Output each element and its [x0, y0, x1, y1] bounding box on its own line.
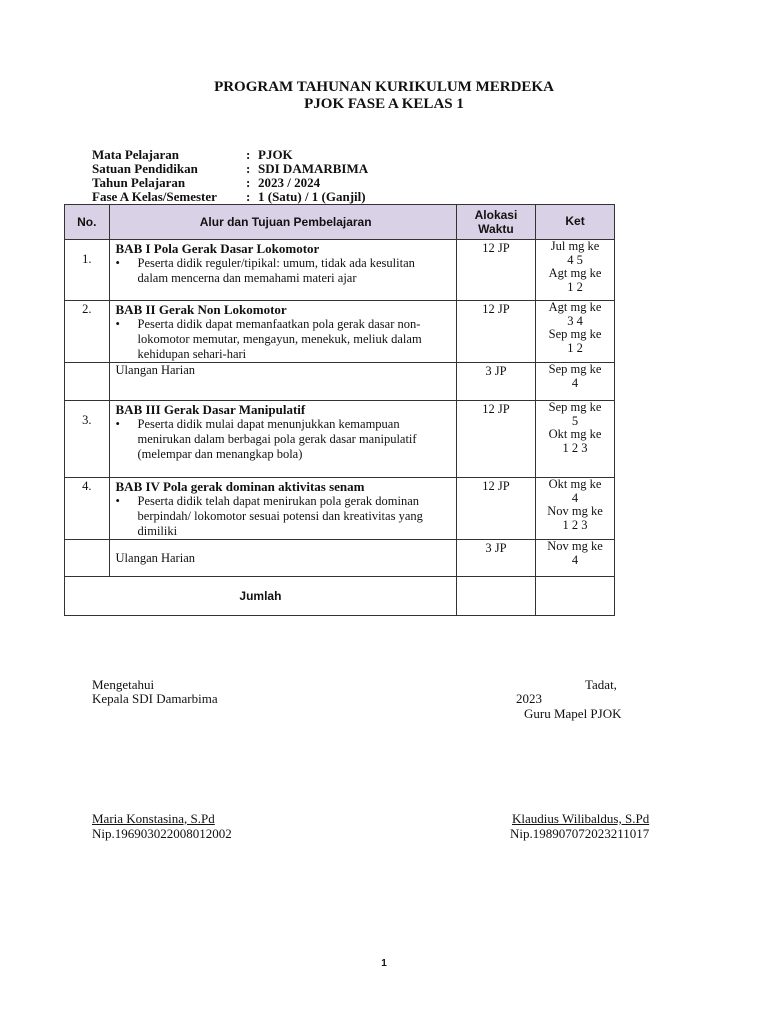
total-ket-cell — [536, 577, 615, 616]
meta-row-subject — [92, 148, 368, 162]
content-cell — [109, 363, 456, 401]
table-row — [65, 478, 615, 540]
page-number: 1 — [381, 958, 387, 969]
bullet-icon: • — [115, 417, 120, 431]
header-alur: Alur dan Tujuan Pembelajaran — [109, 205, 456, 240]
teacher-nip: Nip.198907072023211017 — [510, 826, 650, 841]
row-number: 4. — [82, 479, 92, 493]
meta-value: PJOK — [258, 147, 293, 162]
meta-value: SDI DAMARBIMA — [258, 161, 369, 176]
ket-line: 5 — [571, 413, 579, 428]
time-cell — [456, 401, 535, 478]
ket-line: Sep mg ke — [548, 362, 602, 376]
bullet-item — [116, 256, 456, 286]
ket-line: 1 2 3 — [562, 517, 588, 532]
ket-line: 4 — [571, 490, 579, 505]
time-value: 12 JP — [482, 479, 510, 493]
time-value: 3 JP — [485, 364, 507, 378]
meta-separator: : — [246, 161, 251, 176]
ket-cell — [536, 301, 615, 363]
time-cell — [456, 301, 535, 363]
meta-value: 1 (Satu) / 1 (Ganjil) — [258, 189, 366, 204]
meta-row-school — [92, 162, 368, 176]
row-number: 1. — [82, 252, 92, 266]
ket-line: Nov mg ke — [547, 504, 603, 518]
time-cell — [456, 540, 535, 577]
document-meta — [92, 148, 368, 204]
chapter-title: BAB IV Pola gerak dominan aktivitas senam — [115, 479, 365, 494]
bullet-item — [116, 417, 456, 462]
meta-separator: : — [246, 175, 251, 190]
ket-line: 4 5 — [567, 252, 583, 267]
ket-cell — [536, 363, 615, 401]
meta-key: Satuan Pendidikan — [92, 161, 198, 176]
ket-line: Sep mg ke — [548, 400, 602, 414]
bullet-text: Peserta didik mulai dapat menunjukkan kemampuan menirukan dalam berbagai pola gerak dasar manipulatif (melempar dan menangkap bola) — [137, 417, 417, 461]
header-ket: Ket — [536, 205, 615, 240]
bullet-icon: • — [115, 317, 120, 331]
chapter-title: BAB I Pola Gerak Dasar Lokomotor — [115, 241, 320, 256]
ket-line: Agt mg ke — [548, 300, 602, 314]
row-number-cell — [65, 240, 110, 301]
header-alokasi: Alokasi Waktu — [456, 205, 535, 240]
total-time-cell — [456, 577, 535, 616]
ket-line: 4 — [571, 552, 579, 567]
row-number: 3. — [82, 413, 92, 427]
ulangan-label: Ulangan Harian — [115, 550, 195, 565]
row-number-cell — [65, 401, 110, 478]
ket-line: 1 2 3 — [562, 440, 588, 455]
approval-label: Mengetahui — [92, 677, 155, 692]
content-cell — [109, 301, 456, 363]
bullet-icon: • — [115, 256, 120, 270]
meta-key: Tahun Pelajaran — [92, 175, 186, 190]
teacher-name: Klaudius Wilibaldus, S.Pd — [512, 811, 650, 826]
table-row — [65, 363, 615, 401]
principal-nip: Nip.196903022008012002 — [92, 826, 232, 841]
ket-cell — [536, 478, 615, 540]
ket-line: 3 4 — [567, 313, 583, 328]
content-cell — [109, 540, 456, 577]
content-cell — [109, 401, 456, 478]
jumlah-label: Jumlah — [65, 577, 457, 616]
meta-row-class — [92, 190, 368, 204]
time-value: 3 JP — [485, 541, 507, 555]
principal-name: Maria Konstasina, S.Pd — [92, 811, 215, 826]
ket-line: 1 2 — [567, 279, 583, 294]
time-cell — [456, 478, 535, 540]
content-cell — [109, 240, 456, 301]
teacher-role: Guru Mapel PJOK — [524, 706, 622, 721]
table-row — [65, 401, 615, 478]
ket-line: 1 2 — [567, 340, 583, 355]
bullet-item — [116, 494, 456, 539]
principal-role: Kepala SDI Damarbima — [92, 691, 218, 706]
document-title-line1: PROGRAM TAHUNAN KURIKULUM MERDEKA — [214, 79, 554, 95]
time-cell — [456, 240, 535, 301]
meta-key: Fase A Kelas/Semester — [92, 189, 217, 204]
bullet-text: Peserta didik dapat memanfaatkan pola gerak dasar non-lokomotor memutar, mengayun, menekuk, meliuk dalam kehidupan sehari-hari — [137, 317, 422, 361]
ket-cell — [536, 240, 615, 301]
bullet-item — [116, 317, 456, 362]
place-label: Tadat, — [585, 677, 617, 692]
ket-line: Agt mg ke — [548, 266, 602, 280]
row-number-cell — [65, 478, 110, 540]
ket-line: Jul mg ke — [550, 239, 600, 253]
bullet-text: Peserta didik telah dapat menirukan pola gerak dominan berpindah/ lokomotor sesuai potensi dan kreativitas yang dimiliki — [137, 494, 423, 538]
ulangan-label: Ulangan Harian — [115, 363, 195, 377]
time-value: 12 JP — [482, 302, 510, 316]
document-title-line2: PJOK FASE A KELAS 1 — [304, 96, 464, 112]
content-cell — [109, 478, 456, 540]
ket-line: 4 — [571, 375, 579, 390]
ket-line: Nov mg ke — [547, 539, 603, 553]
chapter-title: BAB II Gerak Non Lokomotor — [115, 302, 287, 317]
table-row — [65, 301, 615, 363]
meta-separator: : — [246, 147, 251, 162]
row-number-cell — [65, 301, 110, 363]
table-row — [65, 540, 615, 577]
ket-line: Okt mg ke — [548, 477, 602, 491]
ket-cell — [536, 540, 615, 577]
meta-value: 2023 / 2024 — [258, 175, 321, 190]
ket-line: Okt mg ke — [548, 427, 602, 441]
time-cell — [456, 363, 535, 401]
meta-separator: : — [246, 189, 251, 204]
table-total-row — [65, 577, 615, 616]
row-number-cell — [65, 540, 110, 577]
ket-cell — [536, 401, 615, 478]
header-no: No. — [65, 205, 110, 240]
chapter-title: BAB III Gerak Dasar Manipulatif — [115, 402, 306, 417]
bullet-icon: • — [115, 494, 120, 508]
row-number-cell — [65, 363, 110, 401]
program-table — [64, 204, 615, 616]
bullet-text: Peserta didik reguler/tipikal: umum, tidak ada kesulitan dalam mencerna dan memahami materi ajar — [137, 256, 415, 285]
time-value: 12 JP — [482, 241, 510, 255]
meta-row-year — [92, 176, 368, 190]
ket-line: Sep mg ke — [548, 327, 602, 341]
table-row — [65, 240, 615, 301]
table-header-row — [65, 205, 615, 240]
time-value: 12 JP — [482, 402, 510, 416]
meta-key: Mata Pelajaran — [92, 147, 180, 162]
row-number: 2. — [82, 302, 92, 316]
date-year: 2023 — [516, 691, 542, 706]
